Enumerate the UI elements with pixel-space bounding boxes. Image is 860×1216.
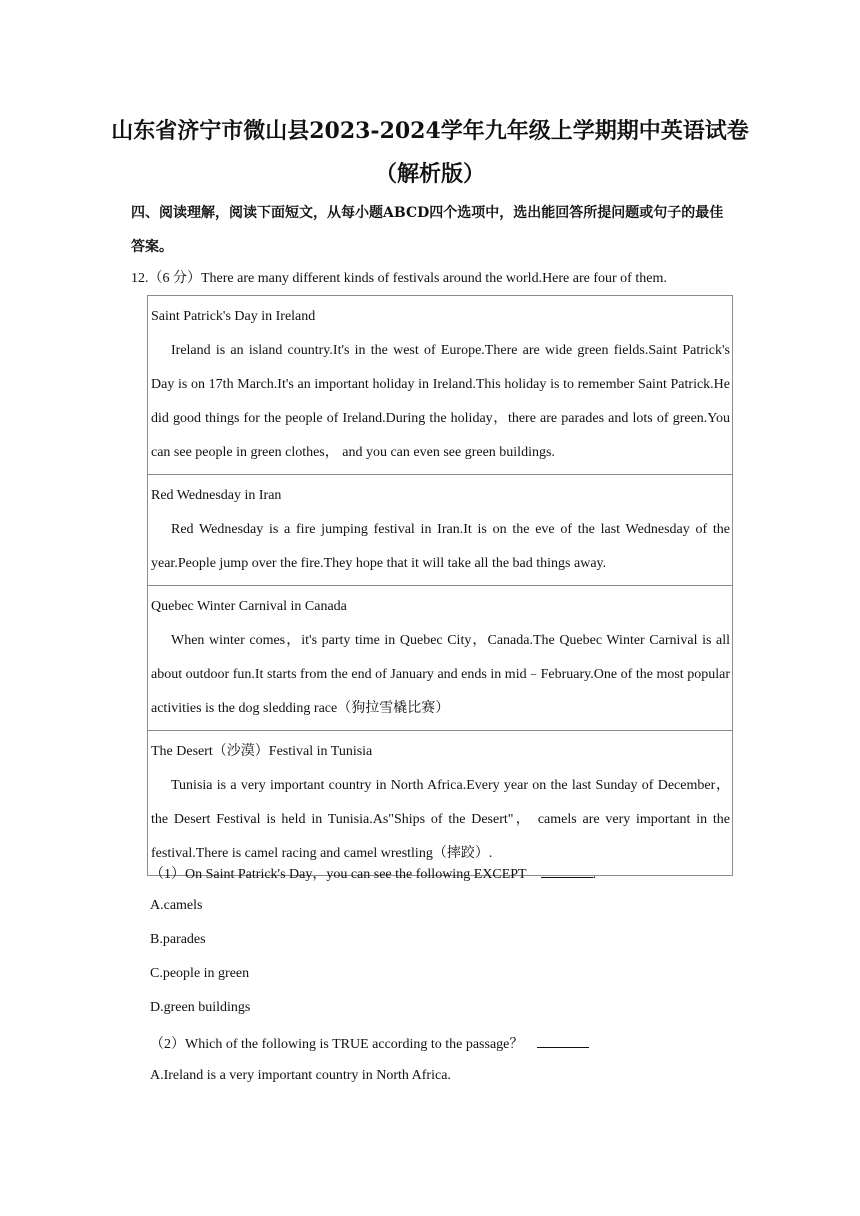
passage-body: Tunisia is a very important country in North Africa.Every year on the last Sunday of December， the Desert Festival is held in Tunisia.As"Ships of the Desert"， camels are very important in the festival.There is camel racing and camel wrestling（摔跤）. [151, 778, 730, 861]
passage-cell [148, 296, 733, 475]
option-c[interactable]: C.people in green [150, 966, 250, 981]
passage-row [148, 475, 733, 586]
page-title: 山东省济宁市微山县2023-2024学年九年级上学期期中英语试卷 [111, 118, 749, 144]
passage-title: Saint Patrick's Day in Ireland [151, 309, 316, 324]
question-intro [131, 268, 741, 290]
passage-row [148, 296, 733, 475]
passage-body: When winter comes，it's party time in Quebec City，Canada.The Quebec Winter Carnival is all about outdoor fun.It starts from the end of January and ends in mid﹣February.One of the most popular activities is the dog sledding race（狗拉雪橇比赛） [151, 633, 730, 716]
passages-table [147, 295, 733, 876]
passage-row [148, 586, 733, 731]
passage-cell [148, 586, 733, 731]
option-a[interactable]: A.camels [150, 898, 203, 913]
option-a[interactable]: A.Ireland is a very important country in North Africa. [150, 1068, 451, 1083]
passage-cell [148, 731, 733, 876]
sub-question-end: . [592, 867, 597, 882]
passage-body: Red Wednesday is a fire jumping festival in Iran.It is on the eve of the last Wednesday of the year.People jump over the fire.They hope that it will take all the bad things away. [151, 522, 730, 571]
section-instruction: 四、阅读理解，阅读下面短文，从每小题ABCD四个选项中，选出能回答所提问题或句子的最佳答案。 [131, 205, 724, 255]
question-intro-text: There are many different kinds of festivals around the world.Here are four of them. [201, 271, 667, 286]
sub-question-stem: （1）On Saint Patrick's Day，you can see the following EXCEPT [150, 867, 527, 882]
sub-question-stem: （2）Which of the following is TRUE according to the passage？ [150, 1037, 524, 1052]
sub-question-1 [150, 863, 596, 883]
sub-question-2 [150, 1033, 589, 1053]
passage-title: Red Wednesday in Iran [151, 488, 282, 503]
answer-blank[interactable] [537, 1033, 589, 1048]
passage-row [148, 731, 733, 876]
passage-cell [148, 475, 733, 586]
passage-title: Quebec Winter Carnival in Canada [151, 599, 347, 614]
option-d[interactable]: D.green buildings [150, 1000, 251, 1015]
passage-body: Ireland is an island country.It's in the west of Europe.There are wide green fields.Saint Patrick's Day is on 17th March.It's an important holiday in Ireland.This holiday is to remember Saint Patrick.He did good things for the people of Ireland.During the holiday，there are parades and lots of green.You can see people in green clothes， and you can even see green buildings. [151, 343, 730, 460]
page-subtitle: （解析版） [374, 161, 485, 187]
option-b[interactable]: B.parades [150, 932, 206, 947]
answer-blank[interactable] [541, 863, 593, 878]
question-number: 12.（6 分） [131, 271, 201, 286]
passage-title: The Desert（沙漠）Festival in Tunisia [151, 744, 373, 759]
